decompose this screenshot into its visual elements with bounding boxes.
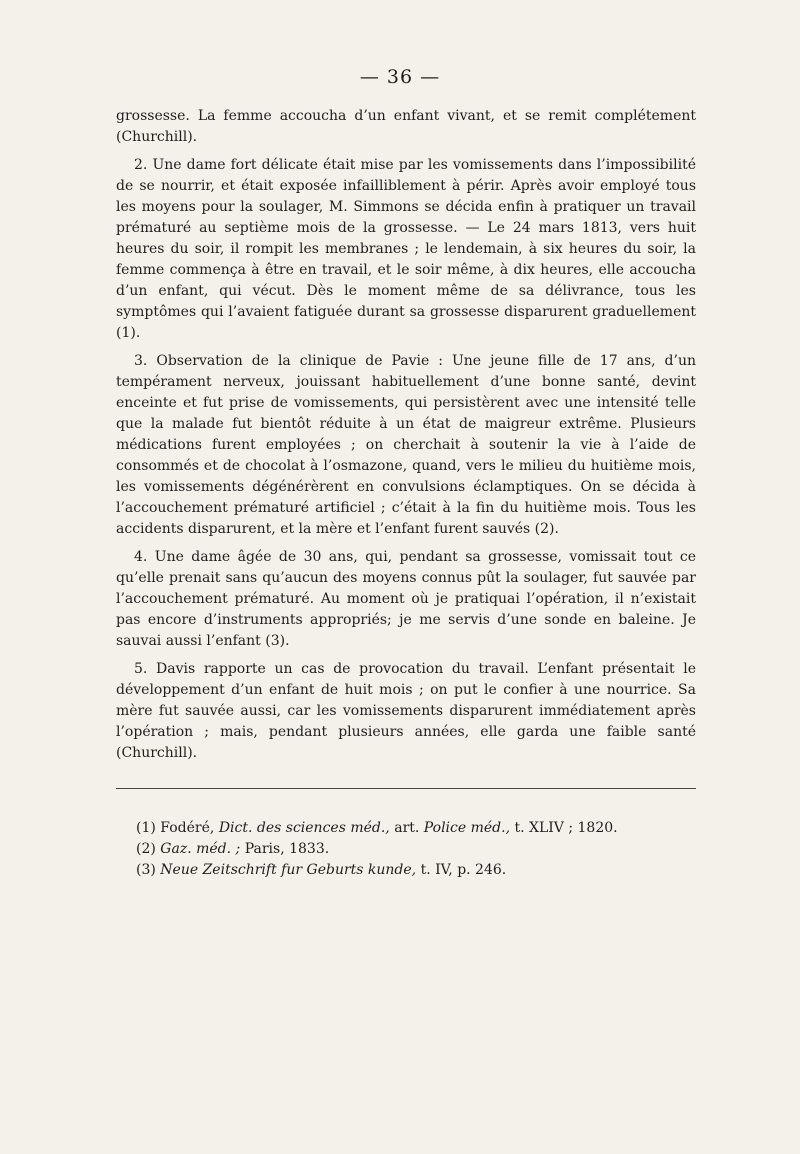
footnote-3 [136, 860, 696, 881]
paragraph-case-4: 4. Une dame âgée de 30 ans, qui, pendant sa grossesse, vomissait tout ce qu’elle prenait sans qu’aucun des moyens connus pût la soulager, fut sauvée par l’accouchement prématuré. Au moment où je pratiquai l’opération, il n’existait pas encore d’instruments appropriés; je me servis d’une sonde en baleine. Je sauvai aussi l’enfant (3). [116, 549, 696, 649]
footnote-detail: Paris, 1833. [240, 841, 330, 857]
footnote-2 [136, 839, 696, 860]
footnote-detail: t. IV, p. 246. [416, 862, 507, 878]
page-number: — 36 — [359, 66, 441, 88]
footnote-author: Fodéré, [160, 820, 219, 836]
footnote-detail: art. [389, 820, 424, 836]
paragraph-case-5: 5. Davis rapporte un cas de provocation du travail. L’enfant présentait le développement d’un enfant de huit mois ; on put le confier à une nourrice. Sa mère fut sauvée aussi, car les vomissements disparurent immédiatement après l’opération ; mais, pendant plusieurs années, elle garda une faible santé (Churchill). [116, 661, 696, 761]
footnote-1 [136, 818, 696, 839]
footnote-source: Neue Zeitschrift fur Geburts kunde, [160, 862, 417, 878]
footnote-source: Dict. des sciences méd., [218, 820, 390, 836]
paragraph-continuation: grossesse. La femme accoucha d’un enfant vivant, et se remit complétement (Churchill). [116, 108, 696, 145]
paragraph-case-3: 3. Observation de la clinique de Pavie : Une jeune fille de 17 ans, d’un tempérament nerveux, jouissant habituellement d’une bonne santé, devint enceinte et fut prise de vomissements, qui persistèrent avec une intensité telle que la malade fut bientôt réduite à un état de maigreur extrême. Plusieurs médications furent employées ; on cherchait à soutenir la vie à l’aide de consommés et de chocolat à l’osmazone, quand, vers le milieu du huitième mois, les vomissements dégénérèrent en convulsions éclamptiques. On se décida à l’accouchement prématuré artificiel ; c’était à la fin du huitième mois. Tous les accidents disparurent, et la mère et l’enfant furent sauvés (2). [116, 353, 696, 537]
footnote-mark: (3) [136, 862, 156, 878]
body-text [116, 106, 696, 764]
footnotes [136, 818, 696, 881]
footnote-source: Gaz. méd. ; [160, 841, 241, 857]
footnote-separator [116, 788, 696, 789]
footnote-mark: (1) [136, 820, 156, 836]
footnote-source-2: Police méd., [423, 820, 511, 836]
footnote-mark: (2) [136, 841, 156, 857]
paragraph-case-2: 2. Une dame fort délicate était mise par les vomissements dans l’impossibilité de se nourrir, et était exposée infailliblement à périr. Après avoir employé tous les moyens pour la soulager, M. Simmons se décida enfin à pratiquer un travail prématuré au septième mois de la grossesse. — Le 24 mars 1813, vers huit heures du soir, il rompit les membranes ; le lendemain, à six heures du soir, la femme commença à être en travail, et le soir même, à dix heures, elle accoucha d’un enfant, qui vécut. Dès le moment même de sa délivrance, tous les symptômes qui l’avaient fatiguée durant sa grossesse disparurent graduellement (1). [116, 157, 696, 341]
footnote-ref: t. XLIV ; 1820. [510, 820, 618, 836]
